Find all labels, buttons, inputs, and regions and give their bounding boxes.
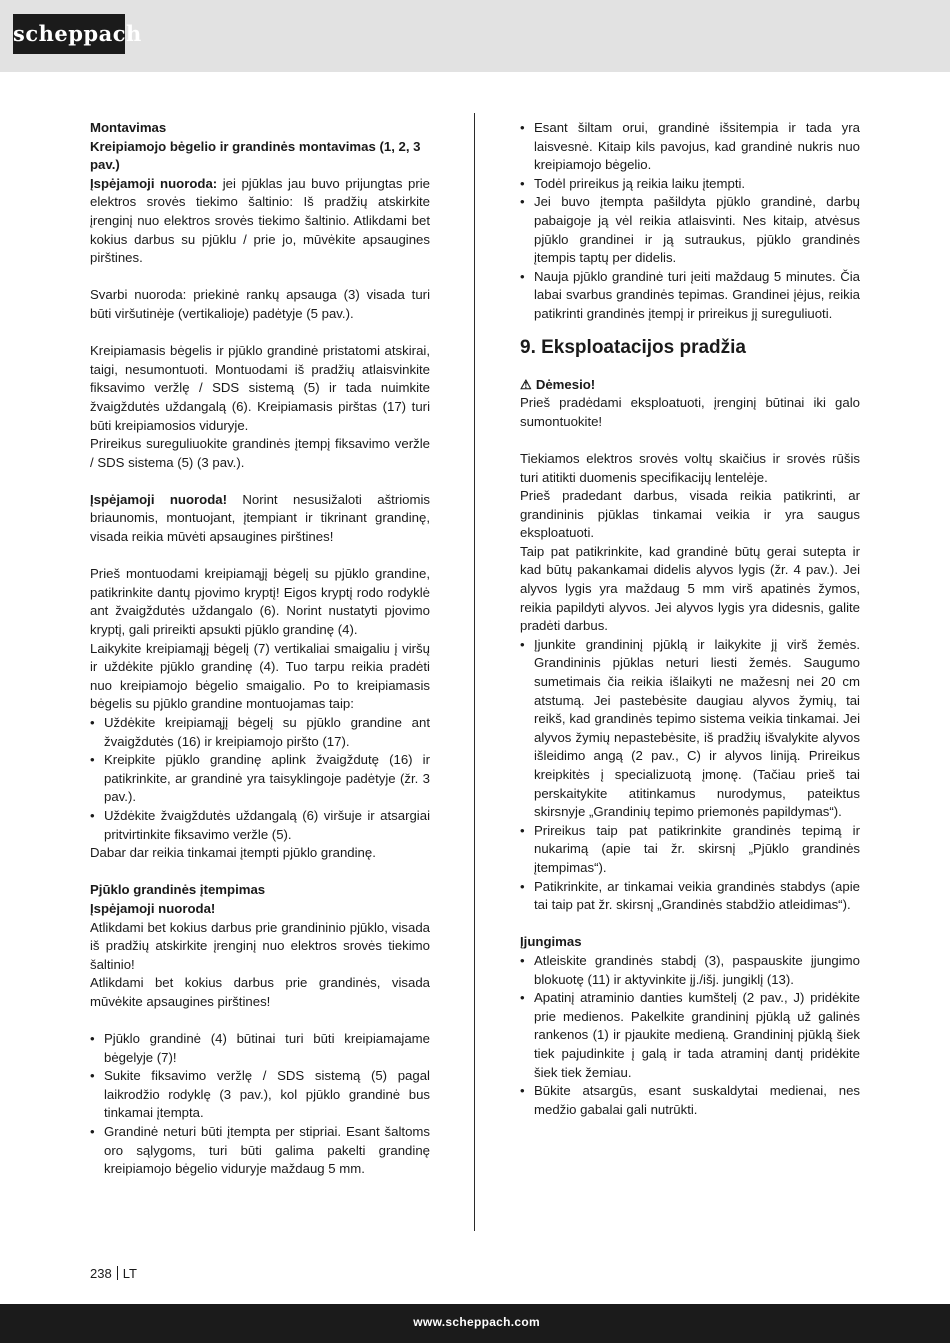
paragraph-disconnect: Atlikdami bet kokius darbus prie grandininio pjūklo, visada iš pradžių atskirkite įrenginį nuo elektros srovės tiekimo šaltinio!	[90, 919, 430, 972]
right-column	[520, 119, 860, 1119]
paragraph-oil: Taip pat patikrinkite, kad grandinė būtų gerai sutepta ir kad būtų pakankamai didelis alyvos lygis (žr. 4 pav.). Jei alyvos lygis yra maždaug 5 mm virš apatinės žymos, reikia papildyti alyvos. Jei alyvos lygis yra didesnis, galite pradėti darbus.	[520, 543, 860, 634]
list-item: • Kreipkite pjūklo grandinę aplink žvaigždutę (16) ir patikrinkite, ar grandinė yra taisyklingoje padėtyje (žr. 3 pav.).	[90, 751, 430, 807]
warning-label: Įspėjamoji nuoroda:	[90, 175, 218, 191]
commissioning-list	[520, 636, 860, 915]
footer-url[interactable]: www.scheppach.com	[413, 1315, 540, 1329]
warning-label: Įspėjamoji nuoroda!	[90, 900, 216, 916]
important-note: Svarbi nuoroda: priekinė rankų apsauga (3) visada turi būti viršutinėje (vertikalioje) padėtyje (5 pav.).	[90, 287, 430, 321]
paragraph-supplied: Kreipiamasis bėgelis ir pjūklo grandinė pristatomi atskirai, taigi, nesumontuoti. Montuodami iš pradžių atlaisvinkite fiksavimo veržlę / SDS sistemą (5) ir tada nuimkite žvaigždutės uždangalą (6). Kreipiamasis pirštas (17) turi būti kreipiamosios viduryje.	[90, 343, 430, 433]
footer-bar	[0, 1304, 950, 1343]
list-item: • Būkite atsargūs, esant suskaldytai medienai, nes medžio gabalai gali nutrūkti.	[520, 1082, 860, 1119]
language-code: LT	[122, 1266, 137, 1281]
paragraph-check: Prieš pradedant darbus, visada reikia patikrinti, ar grandininis pjūklas tinkamai veikia ir yra saugus eksploatuoti.	[520, 488, 860, 541]
list-item: • Patikrinkite, ar tinkamai veikia grandinės stabdys (apie tai taip pat žr. skirsnį „Grandinės stabdžio atleidimas“).	[520, 878, 860, 915]
list-item: • Esant šiltam orui, grandinė išsitempia ir tada yra laisvesnė. Kitaip kils pavojus, kad grandinė nukris nuo kreipiamojo bėgelio.	[520, 119, 860, 175]
tension-notes-list	[520, 119, 860, 324]
warning-paragraph-2	[90, 491, 430, 547]
list-item: • Apatinį atraminio danties kumštelį (2 pav., J) pridėkite prie medienos. Pakelkite grandininį pjūklą už galinės rankenos (1) ir pjaukite medieną. Grandininį pjūklą šiek tiek pajudinkite į galą ir tada atraminį dantį pridėkite šiek tiek žemiau.	[520, 989, 860, 1082]
switching-on-list	[520, 952, 860, 1119]
paragraph-voltage: Tiekiamos elektros srovės voltų skaičius ir srovės rūšis turi atitikti duomenis specifikacijų lentelėje.	[520, 450, 860, 485]
subsection-title-tensioning: Pjūklo grandinės įtempimas	[90, 882, 266, 898]
paragraph-gloves: Atlikdami bet kokius darbus prie grandinės, visada mūvėkite apsaugines pirštines!	[90, 975, 430, 1009]
paragraph-before-mounting: Prieš montuodami kreipiamąjį bėgelį su pjūklo grandine, patikrinkite dantų pjovimo kryptį! Eigos kryptį rodo rodyklė ant žvaigždutės uždangalo (6). Norint nustatyti pjovimo kryptį, gali prireikti apsukti pjūklo grandinę (4).	[90, 566, 430, 638]
paragraph-tension-now: Dabar dar reikia tinkamai įtempti pjūklo grandinę.	[90, 845, 376, 861]
separator-bar	[117, 1266, 118, 1280]
list-item: • Atleiskite grandinės stabdį (3), paspauskite įjungimo blokuotę (11) ir aktyvinkite įj./išj. jungiklį (13).	[520, 952, 860, 989]
list-item: • Jei buvo įtempta pašildyta pjūklo grandinė, darbų pabaigoje ją vėl reikia atlaisvinti. Nes kitaip, atvėsus pjūklo grandinei ir ją sutraukus, pjūklo grandinės įtempis taptų per didelis.	[520, 193, 860, 267]
page-number: 238	[90, 1266, 112, 1281]
subsection-title-switching-on: Įjungimas	[520, 934, 582, 950]
left-column	[90, 119, 430, 1179]
column-divider	[474, 113, 475, 1231]
list-item: • Nauja pjūklo grandinė turi įeiti maždaug 5 minutes. Čia labai svarbus grandinės tepimas. Grandinei įėjus, reikia patikrinti grandinės įtempį ir prireikus jį sureguliuoti.	[520, 268, 860, 324]
paragraph-assemble: Prieš pradėdami eksploatuoti, įrenginį būtinai iki galo sumontuokite!	[520, 395, 860, 429]
warning-label: Įspėjamoji nuoroda!	[90, 491, 228, 507]
list-item: • Grandinė neturi būti įtempta per stipriai. Esant šaltoms oro sąlygoms, turi būti galima pakelti grandinę kreipiamojo bėgelio viduryje maždaug 5 mm.	[90, 1123, 430, 1179]
tensioning-list	[90, 1030, 430, 1179]
attention-heading	[520, 376, 860, 395]
warning-triangle-icon: ⚠	[520, 376, 532, 392]
paragraph-hold-bar: Laikykite kreipiamąjį bėgelį (7) vertikaliai smaigaliu į viršų ir uždėkite pjūklo grandinę (4). Tuo tarpu reikia pradėti nuo kreipiamojo bėgelio smaigalio. Po to kreipiamasis bėgelis su pjūklo grandine montuojamas taip:	[90, 640, 430, 712]
attention-label: Dėmesio!	[535, 376, 596, 392]
mounting-steps-list	[90, 714, 430, 844]
warning-text: Norint nesusižaloti aštriomis briaunomis, montuojant, įtempiant ir tikrinant grandinę, visada reikia mūvėti apsaugines pirštines!	[90, 491, 430, 545]
page-number-block	[90, 1266, 137, 1282]
header-bar	[0, 0, 950, 72]
list-item: • Sukite fiksavimo veržlę / SDS sistemą (5) pagal laikrodžio rodyklę (3 pav.), kol pjūklo grandinė bus tinkamai įtempta.	[90, 1067, 430, 1123]
list-item: • Uždėkite kreipiamąjį bėgelį su pjūklo grandine ant žvaigždutės (16) ir kreipiamojo piršto (17).	[90, 714, 430, 751]
list-item: • Įjunkite grandininį pjūklą ir laikykite jį virš žemės. Grandininis pjūklas neturi liesti žemės. Saugumo sumetimais čia reikia išlaikyti ne mažesnį nei 20 cm atstumą. Jei pastebėsite daugiau alyvos žymių, tai reikš, kad grandinės tepimo sistema veikia tinkamai. Jei alyvos žymių nepastebėsite, iš pradžių išvalykite alyvos išleidimo angą (2 pav., C) ir alyvos liniją. Prireikus kreipkitės į specializuotą įmonę. (Tačiau prieš tai perskaitykite atitinkamus nurodymus, pateiktus skirsnyje „Grandinių tepimo priemonės papildymas“).	[520, 636, 860, 822]
section-title-mounting: Montavimas	[90, 120, 167, 135]
paragraph-adjust: Prireikus sureguliuokite grandinės įtempį fiksavimo veržle / SDS sistema (5) (3 pav.).	[90, 436, 430, 470]
list-item: • Pjūklo grandinė (4) būtinai turi būti kreipiamajame bėgelyje (7)!	[90, 1030, 430, 1067]
list-item: • Todėl prireikus ją reikia laiku įtempti.	[520, 175, 860, 194]
list-item: • Uždėkite žvaigždutės uždangalą (6) viršuje ir atsargiai pritvirtinkite fiksavimo veržle (5).	[90, 807, 430, 844]
list-item: • Prireikus taip pat patikrinkite grandinės tepimą ir nukarimą (apie tai žr. skirsnį „Pjūklo grandinės įtempimas“).	[520, 822, 860, 878]
brand-logo: scheppach	[13, 14, 125, 54]
subsection-title-bar-chain: Kreipiamojo bėgelio ir grandinės montavimas (1, 2, 3 pav.)	[90, 138, 421, 173]
warning-text: jei pjūklas jau buvo prijungtas prie elektros srovės tiekimo šaltinio: Iš pradžių atskirkite įrenginį nuo elektros srovės tiekimo šaltinio. Atlikdami bet kokius darbus su pjūklu / prie jo, mūvėkite apsaugines pirštines.	[90, 175, 431, 266]
section-heading-commissioning: 9. Eksploatacijos pradžia	[520, 336, 746, 358]
warning-paragraph-1	[90, 175, 430, 268]
